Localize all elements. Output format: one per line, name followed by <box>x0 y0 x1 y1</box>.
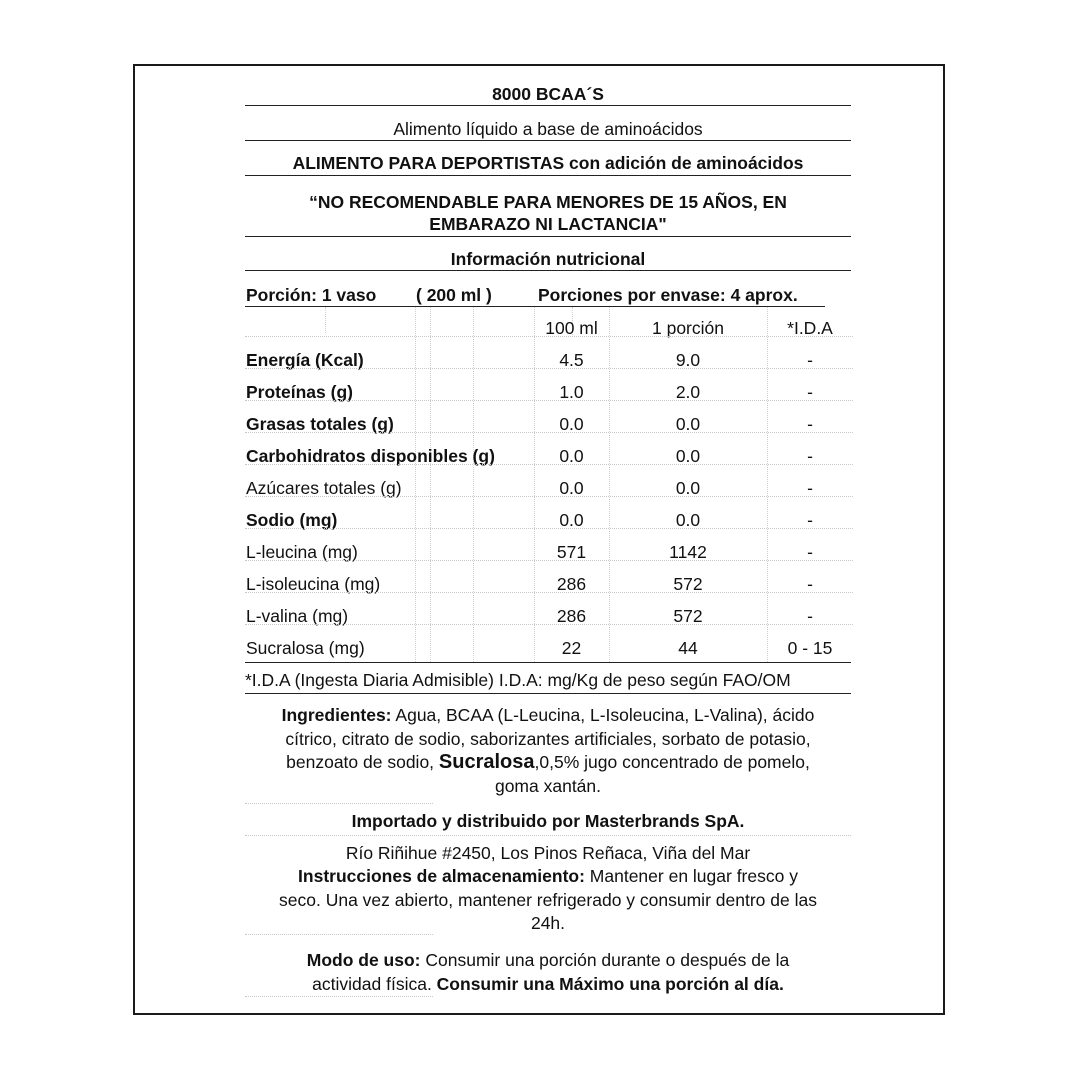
divider <box>245 934 433 935</box>
value-ida: - <box>807 350 813 370</box>
value-per-portion: 44 <box>678 638 698 658</box>
divider <box>245 996 433 997</box>
product-title: 8000 BCAA´S <box>492 84 604 104</box>
grid-line <box>473 307 474 662</box>
divider <box>245 105 851 106</box>
value-per-portion: 572 <box>673 574 703 594</box>
usage-text: Consumir una porción durante o después de la <box>420 950 790 970</box>
row-divider <box>245 528 853 529</box>
ingredients-text: benzoato de sodio, <box>286 752 439 772</box>
storage-label: Instrucciones de almacenamiento: <box>298 866 585 886</box>
nutrient-name: Sodio (mg) <box>246 510 338 530</box>
value-per-100ml: 0.0 <box>559 478 584 498</box>
value-per-portion: 2.0 <box>675 382 701 402</box>
row-divider <box>245 464 853 465</box>
value-per-portion: 0.0 <box>675 510 701 530</box>
grid-line <box>430 307 431 662</box>
ida-footnote: *I.D.A (Ingesta Diaria Admisible) I.D.A: mg/Kg de peso según FAO/OM <box>245 670 791 690</box>
column-header-ida: *I.D.A <box>787 318 833 338</box>
value-ida: - <box>807 382 813 402</box>
nutrient-name: L-leucina (mg) <box>246 542 358 562</box>
divider <box>245 175 851 176</box>
row-divider <box>245 592 853 593</box>
value-ida: - <box>807 574 813 594</box>
storage-block <box>240 865 856 936</box>
servings-per-container: Porciones por envase: 4 aprox. <box>538 285 798 305</box>
ingredients-block <box>240 704 856 798</box>
usage-text: actividad física. <box>312 973 437 994</box>
row-divider <box>245 432 853 433</box>
value-ida: - <box>807 446 813 466</box>
value-per-100ml: 4.5 <box>559 350 584 370</box>
usage-max-dose: Consumir una Máximo una porción al día. <box>436 973 784 994</box>
row-divider <box>245 624 853 625</box>
warning-line-2: EMBARAZO NI LACTANCIA" <box>429 214 667 234</box>
nutrient-name: Carbohidratos disponibles (g) <box>246 446 495 466</box>
value-per-100ml: 286 <box>556 574 587 594</box>
product-category: ALIMENTO PARA DEPORTISTAS con adición de aminoácidos <box>292 153 804 173</box>
divider <box>245 693 851 694</box>
sucralosa-highlight: Sucralosa <box>438 751 535 773</box>
divider <box>245 803 433 804</box>
row-divider <box>245 336 853 337</box>
divider <box>245 662 851 663</box>
value-ida: - <box>807 606 813 626</box>
column-header-portion: 1 porción <box>652 318 724 338</box>
value-per-100ml: 0.0 <box>559 446 584 466</box>
nutrient-name: L-isoleucina (mg) <box>246 574 381 594</box>
ingredients-text: goma xantán. <box>494 775 602 796</box>
nutrient-name: Proteínas (g) <box>246 382 353 402</box>
nutrient-name: Azúcares totales (g) <box>246 478 402 498</box>
storage-text: Mantener en lugar fresco y <box>584 866 798 886</box>
value-per-portion: 0.0 <box>675 414 701 434</box>
nutrient-name: L-valina (mg) <box>246 606 349 626</box>
row-divider <box>245 368 853 369</box>
value-per-100ml: 0.0 <box>559 414 584 434</box>
nutrient-name: Grasas totales (g) <box>246 414 394 434</box>
value-per-100ml: 571 <box>556 542 587 562</box>
divider <box>245 270 851 271</box>
value-per-100ml: 1.0 <box>559 382 584 402</box>
portion-size: ( 200 ml ) <box>416 285 492 305</box>
grid-line <box>415 307 416 662</box>
value-ida: - <box>807 510 813 530</box>
ingredients-text: cítrico, citrato de sodio, saborizantes artificiales, sorbato de potasio, <box>285 728 811 749</box>
value-per-100ml: 286 <box>556 606 587 626</box>
value-ida: - <box>807 542 813 562</box>
divider <box>245 306 825 307</box>
nutrition-heading: Información nutricional <box>450 249 646 269</box>
row-divider <box>245 496 853 497</box>
storage-text: seco. Una vez abierto, mantener refrigerado y consumir dentro de las <box>279 889 817 910</box>
portion-label: Porción: 1 vaso <box>246 285 377 305</box>
usage-block <box>240 949 856 996</box>
divider <box>245 835 851 836</box>
product-description: Alimento líquido a base de aminoácidos <box>393 119 703 139</box>
value-ida: - <box>807 478 813 498</box>
value-per-portion: 572 <box>673 606 703 626</box>
value-ida: - <box>807 414 813 434</box>
column-header-100ml: 100 ml <box>545 318 598 338</box>
value-per-portion: 9.0 <box>675 350 701 370</box>
grid-line <box>325 307 326 333</box>
row-divider <box>245 560 853 561</box>
ingredients-text: ,0,5% jugo concentrado de pomelo, <box>534 752 810 772</box>
value-per-100ml: 0.0 <box>559 510 584 530</box>
storage-text: 24h. <box>530 913 566 933</box>
divider <box>245 236 851 237</box>
distributor-name: Importado y distribuido por Masterbrands SpA. <box>351 811 745 831</box>
nutrient-name: Sucralosa (mg) <box>246 638 365 658</box>
ingredients-label: Ingredientes: <box>281 705 392 725</box>
value-ida: 0 - 15 <box>787 638 833 658</box>
warning-line-1: “NO RECOMENDABLE PARA MENORES DE 15 AÑOS, EN <box>309 192 787 212</box>
value-per-portion: 0.0 <box>675 478 701 498</box>
value-per-100ml: 22 <box>561 638 582 658</box>
ingredients-text: Agua, BCAA (L-Leucina, L-Isoleucina, L-Valina), ácido <box>391 705 815 725</box>
row-divider <box>245 400 853 401</box>
distributor-address: Río Riñihue #2450, Los Pinos Reñaca, Viña del Mar <box>345 843 751 863</box>
divider <box>245 140 851 141</box>
nutrient-name: Energía (Kcal) <box>246 350 364 370</box>
value-per-portion: 1142 <box>669 542 707 562</box>
value-per-portion: 0.0 <box>675 446 701 466</box>
usage-label: Modo de uso: <box>306 950 421 970</box>
